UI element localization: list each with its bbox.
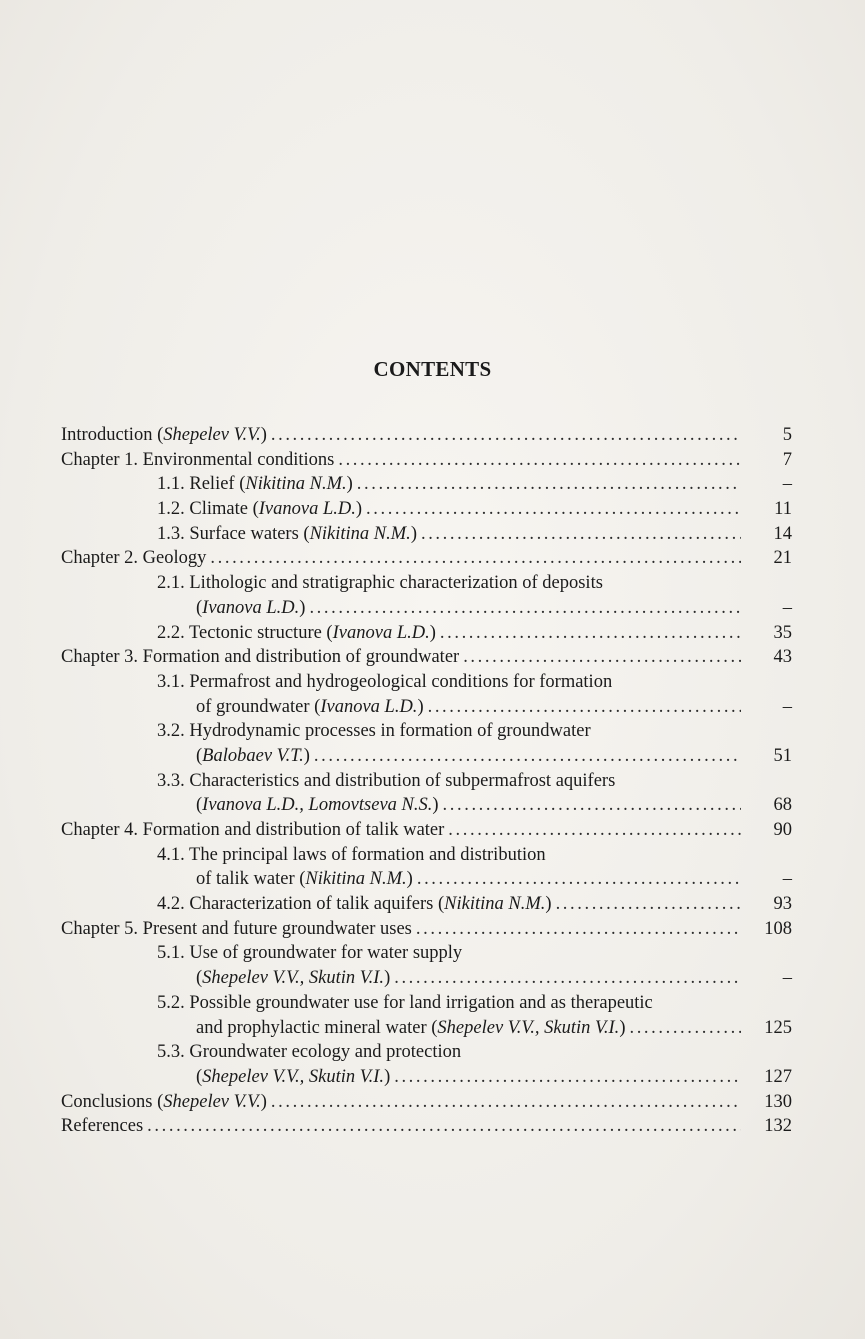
toc-entry-tail: ) <box>429 622 436 643</box>
toc-entry-text: 1.2. Climate ( <box>157 499 259 520</box>
dot-leader <box>417 867 741 892</box>
toc-page-number: – <box>782 696 792 717</box>
toc-entry <box>61 448 796 473</box>
toc-entry-author: Shepelev V.V. <box>163 1091 261 1112</box>
toc-entry-author: Shepelev V.V., Skutin V.I. <box>202 1066 385 1087</box>
toc-entry <box>61 423 796 448</box>
toc-entry <box>61 1114 796 1139</box>
dot-leader <box>394 966 741 991</box>
toc-entry <box>61 818 796 843</box>
toc-entry-title <box>157 991 653 1016</box>
toc-entry-author: Shepelev V.V., Skutin V.I. <box>437 1017 620 1038</box>
dot-leader <box>309 596 741 621</box>
toc-entry-author: Nikitina N.M. <box>309 523 411 544</box>
dot-leader <box>366 497 741 522</box>
toc-entry-tail: ) <box>545 894 552 915</box>
toc-entry-tail: ) <box>260 425 267 445</box>
toc-entry-tail: ) <box>260 1091 267 1112</box>
toc-entry <box>61 744 796 769</box>
toc-entry-author: Nikitina N.M. <box>305 869 407 890</box>
page-title: CONTENTS <box>373 357 492 381</box>
toc-entry-tail: ) <box>355 499 363 520</box>
toc-entry-tail: ) <box>299 597 306 618</box>
dot-leader <box>416 917 741 942</box>
toc-page-number: 51 <box>773 745 792 766</box>
toc-entry-title <box>196 1016 625 1041</box>
toc-entry-title <box>61 1090 267 1115</box>
toc-entry-title <box>157 941 462 966</box>
toc-page-number: 5 <box>782 425 792 445</box>
toc-entry <box>61 1090 796 1115</box>
toc-page-number: 125 <box>764 1017 792 1038</box>
toc-entry-text: References <box>61 1116 144 1137</box>
toc-entry-text: 5.3. Groundwater ecology and protection <box>157 1042 462 1063</box>
toc-entry-text: 3.3. Characteristics and distribution of subpermafrost aquifers <box>157 770 616 791</box>
dot-leader <box>629 1016 741 1041</box>
toc-entry <box>61 867 796 892</box>
table-of-contents <box>61 423 796 1139</box>
toc-entry <box>61 769 796 794</box>
toc-entry-text: 2.2. Tectonic structure ( <box>157 622 333 643</box>
toc-entry-text: ( <box>196 1066 203 1087</box>
toc-entry-text: 4.1. The principal laws of formation and distribution <box>157 844 546 865</box>
toc-page-number: 68 <box>773 795 792 816</box>
toc-entry <box>61 497 796 522</box>
dot-leader <box>338 448 741 473</box>
toc-entry <box>61 892 796 917</box>
toc-entry-title <box>61 645 459 670</box>
toc-entry <box>61 571 796 596</box>
dot-leader <box>394 1065 741 1090</box>
toc-entry-title <box>61 1114 143 1139</box>
toc-entry-title <box>196 1065 390 1090</box>
toc-entry-text: ( <box>196 968 203 989</box>
toc-entry <box>61 670 796 695</box>
toc-entry-title <box>196 793 439 818</box>
toc-entry-text: 4.2. Characterization of talik aquifers ( <box>157 894 445 915</box>
toc-entry-title <box>196 966 390 991</box>
toc-entry-text: ( <box>196 745 203 766</box>
toc-entry-title <box>157 719 591 744</box>
toc-entry-title <box>61 546 206 571</box>
toc-entry-author: Ivanova L.D. <box>202 597 300 618</box>
dot-leader <box>440 621 741 646</box>
dot-leader <box>556 892 741 917</box>
toc-entry <box>61 472 796 497</box>
toc-entry <box>61 793 796 818</box>
toc-page-number: 132 <box>764 1116 792 1137</box>
toc-page-number: – <box>782 869 792 890</box>
toc-page-number: 108 <box>764 918 792 939</box>
toc-entry-title <box>157 497 362 522</box>
toc-entry-tail: ) <box>619 1017 626 1038</box>
toc-entry-text: Chapter 3. Formation and distribution of groundwater <box>61 647 460 668</box>
dot-leader <box>271 423 741 448</box>
toc-entry-text: 5.1. Use of groundwater for water supply <box>157 943 463 964</box>
toc-page-number: 90 <box>773 820 792 840</box>
toc-page-number: 93 <box>773 894 792 915</box>
toc-entry-author: Nikitina N.M. <box>444 894 546 915</box>
toc-entry-title <box>196 596 305 621</box>
toc-entry <box>61 1016 796 1041</box>
toc-entry-text: 3.2. Hydrodynamic processes in formation of groundwater <box>157 721 591 742</box>
toc-entry-title <box>61 818 444 843</box>
toc-page-number: 14 <box>773 523 792 544</box>
toc-page-number: 11 <box>774 499 792 520</box>
toc-entry <box>61 645 796 670</box>
toc-entry-author: Ivanova L.D. <box>258 499 356 520</box>
toc-entry-text: ( <box>196 597 203 618</box>
toc-page-number: 21 <box>773 548 792 569</box>
dot-leader <box>463 645 741 670</box>
toc-entry-title <box>157 769 615 794</box>
toc-entry-title <box>157 670 612 695</box>
toc-entry <box>61 991 796 1016</box>
toc-entry-title <box>157 472 353 497</box>
dot-leader <box>147 1114 741 1139</box>
toc-entry-text: 3.1. Permafrost and hydrogeological conditions for formation <box>157 671 613 692</box>
toc-entry-text: 1.3. Surface waters ( <box>157 523 310 544</box>
toc-entry <box>61 546 796 571</box>
toc-entry-author: Ivanova L.D., Lomovtseva N.S. <box>202 795 433 816</box>
toc-entry-title <box>157 522 417 547</box>
toc-entry-tail: ) <box>346 474 353 495</box>
toc-entry-title <box>61 917 412 942</box>
toc-entry-text: Chapter 4. Formation and distribution of talik water <box>61 820 445 840</box>
toc-entry <box>61 917 796 942</box>
toc-entry-title <box>157 892 552 917</box>
toc-entry <box>61 621 796 646</box>
dot-leader <box>210 546 741 571</box>
toc-entry-text: Chapter 1. Environmental conditions <box>61 449 335 470</box>
toc-entry <box>61 1040 796 1065</box>
toc-entry <box>61 966 796 991</box>
toc-entry-text: Introduction ( <box>61 425 164 445</box>
toc-entry <box>61 695 796 720</box>
dot-leader <box>443 793 741 818</box>
toc-entry-author: Ivanova L.D. <box>320 696 418 717</box>
toc-entry <box>61 719 796 744</box>
toc-page-number: – <box>782 968 792 989</box>
toc-entry-author: Balobaev V.T. <box>202 745 304 766</box>
toc-entry-title <box>196 744 310 769</box>
toc-entry <box>61 941 796 966</box>
toc-entry-title <box>157 1040 461 1065</box>
toc-page-number: – <box>782 474 792 495</box>
toc-entry-title <box>157 621 436 646</box>
toc-entry-text: ( <box>196 795 203 816</box>
toc-entry-title <box>61 423 267 448</box>
toc-entry-title <box>196 867 413 892</box>
toc-entry-text: and prophylactic mineral water ( <box>196 1017 438 1038</box>
toc-entry <box>61 596 796 621</box>
dot-leader <box>448 818 741 843</box>
toc-entry-tail: ) <box>432 795 439 816</box>
toc-entry <box>61 843 796 868</box>
toc-entry-tail: ) <box>384 968 391 989</box>
toc-entry <box>61 1065 796 1090</box>
toc-entry-text: 2.1. Lithologic and stratigraphic characterization of deposits <box>157 573 603 594</box>
toc-entry-tail: ) <box>406 869 413 890</box>
toc-entry-title <box>61 448 334 473</box>
toc-page-number: 7 <box>782 449 792 470</box>
toc-entry-author: Shepelev V.V., Skutin V.I. <box>202 968 385 989</box>
toc-entry <box>61 522 796 547</box>
dot-leader <box>314 744 741 769</box>
toc-entry-text: Chapter 2. Geology <box>61 548 207 569</box>
toc-entry-text: of talik water ( <box>196 869 306 890</box>
toc-entry-author: Ivanova L.D. <box>332 622 430 643</box>
toc-entry-text: of groundwater ( <box>196 696 321 717</box>
toc-entry-text: 5.2. Possible groundwater use for land irrigation and as therapeutic <box>157 992 653 1013</box>
toc-page-number: 130 <box>764 1091 792 1112</box>
toc-entry-text: Conclusions ( <box>61 1091 164 1112</box>
toc-page-number: – <box>782 597 792 618</box>
toc-entry-author: Shepelev V.V. <box>163 425 261 445</box>
toc-entry-title <box>157 843 546 868</box>
toc-entry-text: Chapter 5. Present and future groundwater uses <box>61 918 412 939</box>
toc-entry-tail: ) <box>410 523 417 544</box>
toc-entry-tail: ) <box>384 1066 391 1087</box>
toc-entry-title <box>157 571 603 596</box>
toc-entry-tail: ) <box>303 745 310 766</box>
toc-entry-title <box>196 695 424 720</box>
toc-page-number: 127 <box>764 1066 792 1087</box>
toc-entry-tail: ) <box>417 696 424 717</box>
toc-entry-text: 1.1. Relief ( <box>157 474 246 495</box>
toc-entry-author: Nikitina N.M. <box>245 474 347 495</box>
toc-page-number: 43 <box>773 647 792 668</box>
dot-leader <box>421 522 741 547</box>
dot-leader <box>271 1090 741 1115</box>
toc-page-number: 35 <box>773 622 792 643</box>
dot-leader <box>357 472 741 497</box>
dot-leader <box>428 695 741 720</box>
